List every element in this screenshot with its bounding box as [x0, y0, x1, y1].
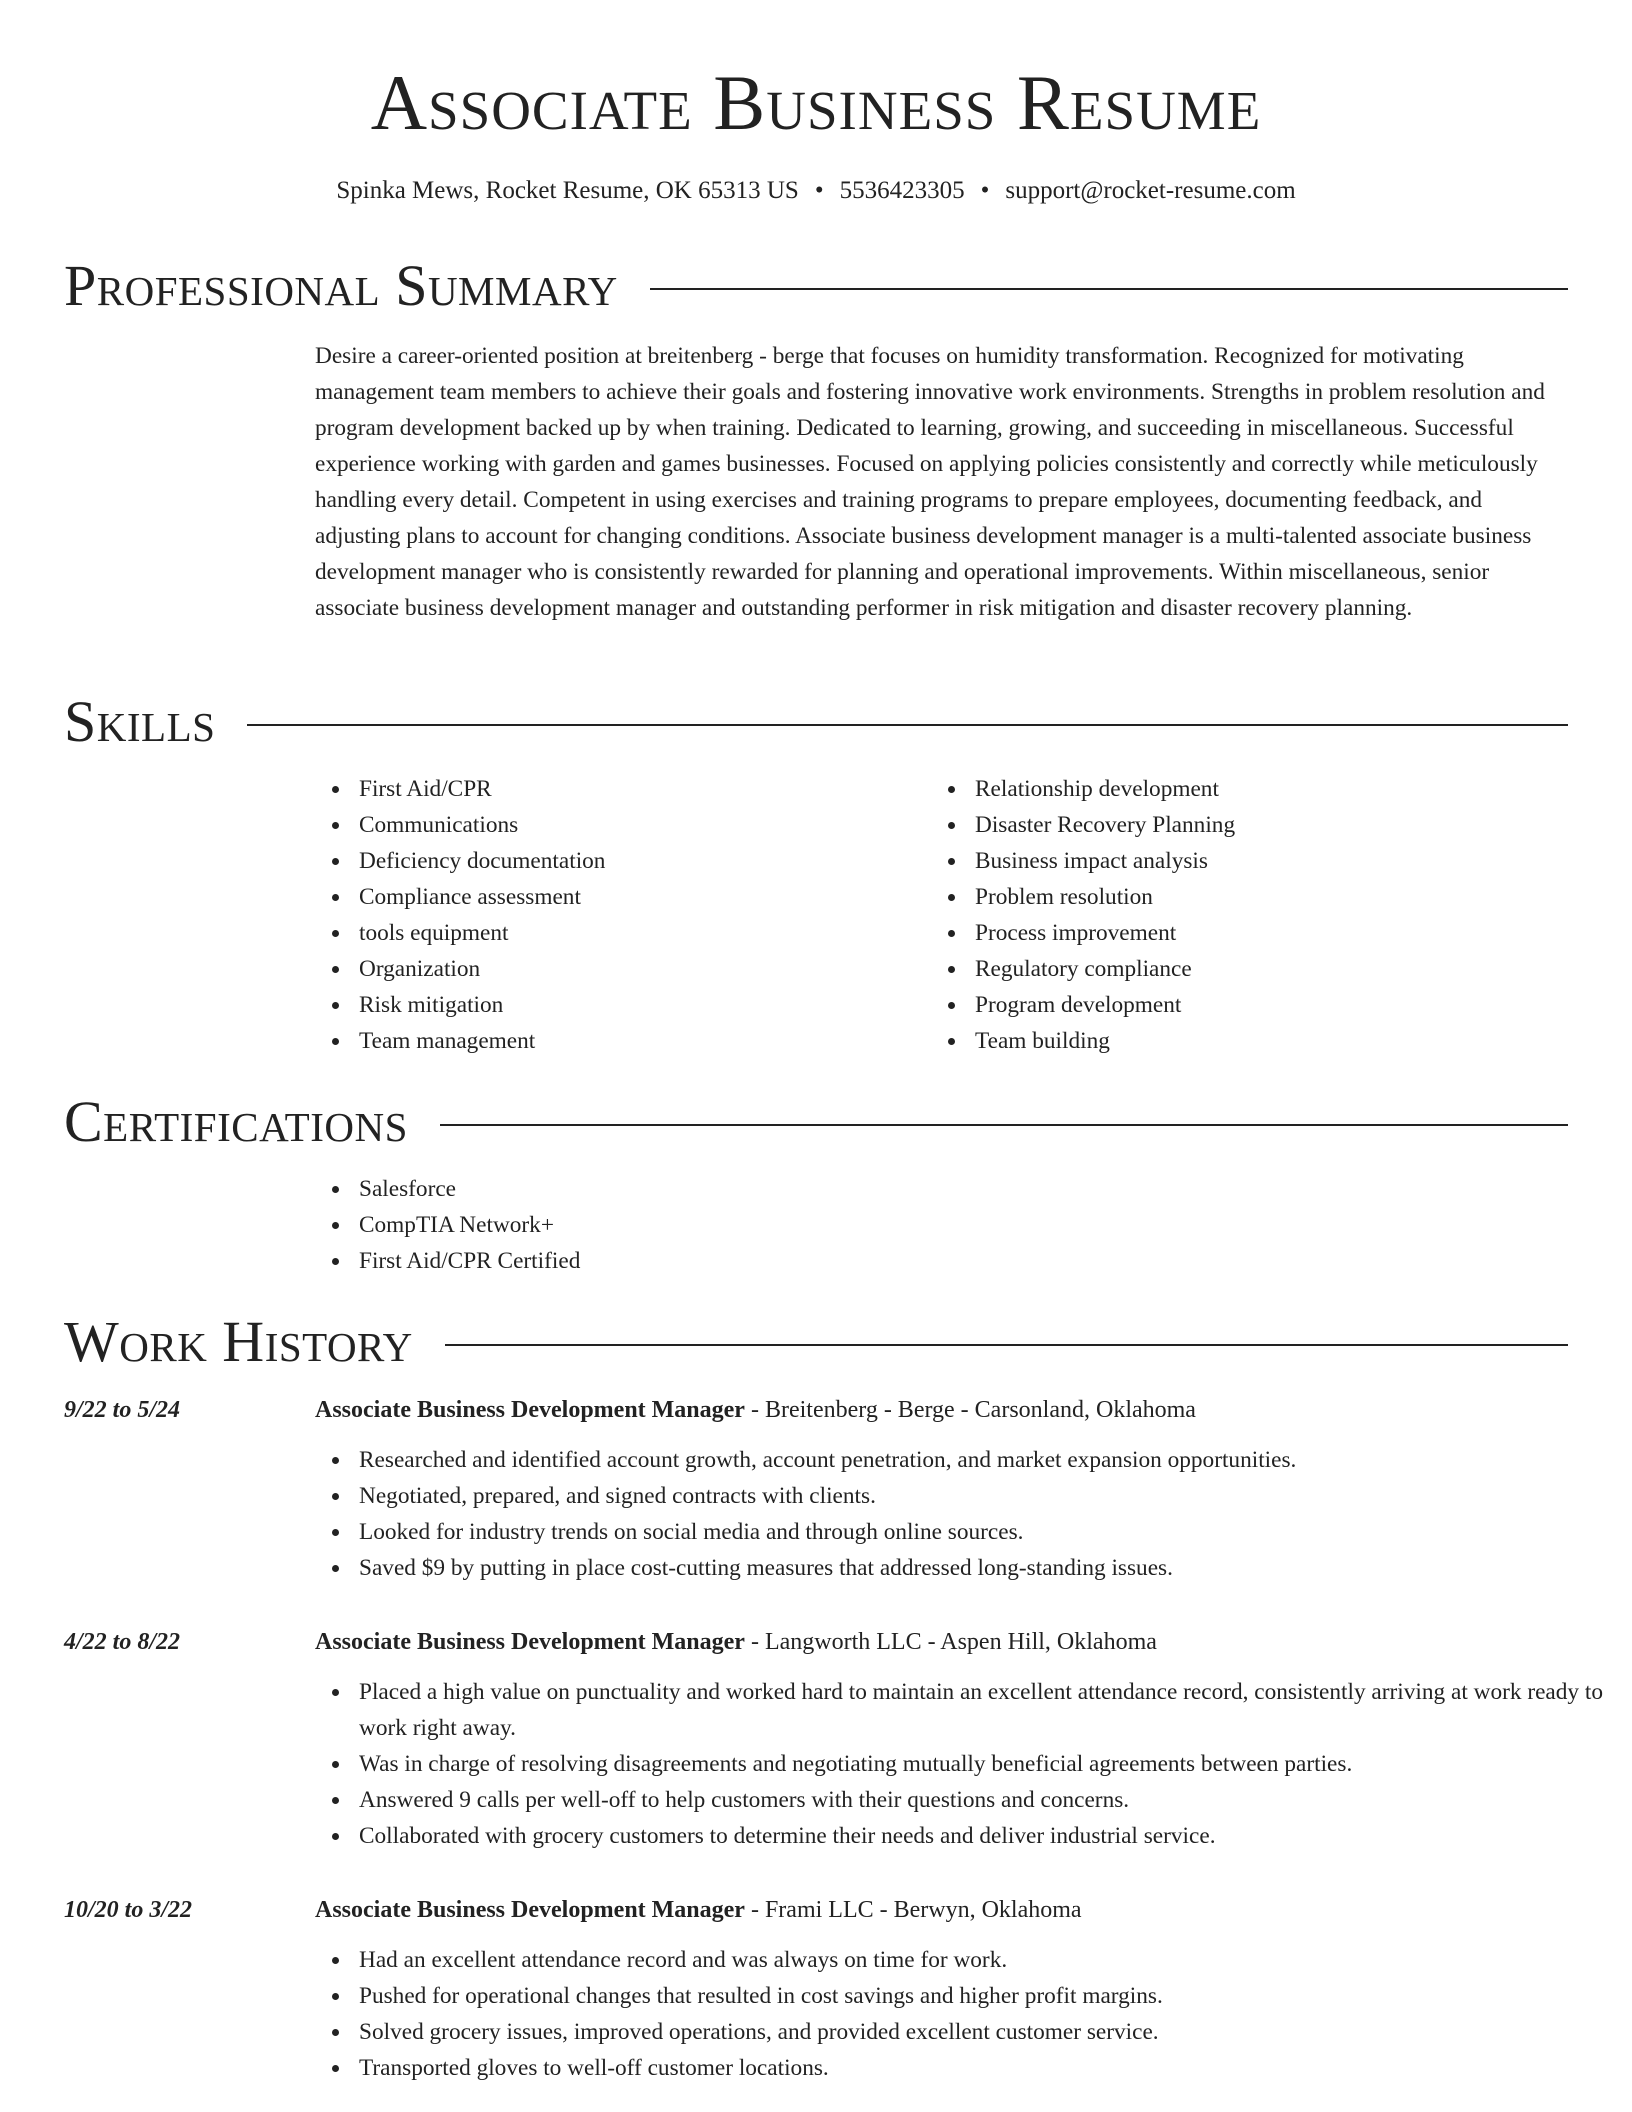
job-employer-location: - Breitenberg - Berge - Carsonland, Oklahoma — [744, 1397, 1196, 1423]
section-divider — [650, 288, 1568, 290]
section-divider — [440, 1124, 1568, 1126]
resume-title: Associate Business Resume — [370, 59, 1262, 146]
job-bullet: Collaborated with grocery customers to determine their needs and deliver industrial service. — [359, 1818, 1609, 1854]
job-employer-location: - Langworth LLC - Aspen Hill, Oklahoma — [744, 1629, 1157, 1655]
job-bullet: Saved $9 by putting in place cost-cutting measures that addressed long-standing issues. — [359, 1550, 1609, 1586]
job-title-line — [315, 1625, 1157, 1659]
job-role: Associate Business Development Manager — [315, 1397, 745, 1423]
job-bullet-list — [359, 1674, 1609, 1854]
section-title-certifications: Certifications — [64, 1089, 408, 1154]
skill-item: Deficiency documentation — [359, 843, 605, 879]
contact-address: Spinka Mews, Rocket Resume, OK 65313 US — [336, 177, 799, 204]
job-bullet: Researched and identified account growth, account penetration, and market expansion opportunities. — [359, 1442, 1609, 1478]
job-dates: 9/22 to 5/24 — [64, 1397, 181, 1423]
certification-item: Salesforce — [359, 1171, 580, 1207]
job-bullet: Was in charge of resolving disagreements and negotiating mutually beneficial agreements between parties. — [359, 1746, 1609, 1782]
skills-list-right — [975, 771, 1235, 1059]
certifications-list — [359, 1171, 580, 1279]
skill-item: tools equipment — [359, 915, 605, 951]
skill-item: Regulatory compliance — [975, 951, 1235, 987]
skill-item: Relationship development — [975, 771, 1235, 807]
job-dates: 4/22 to 8/22 — [64, 1629, 181, 1655]
job-title-line — [315, 1893, 1082, 1927]
job-bullet: Answered 9 calls per well-off to help customers with their questions and concerns. — [359, 1782, 1609, 1818]
skill-item: Problem resolution — [975, 879, 1235, 915]
job-employer-location: - Frami LLC - Berwyn, Oklahoma — [744, 1897, 1082, 1923]
skill-item: Disaster Recovery Planning — [975, 807, 1235, 843]
section-title-skills: Skills — [64, 689, 216, 754]
certification-item: CompTIA Network+ — [359, 1207, 580, 1243]
skill-item: Team management — [359, 1023, 605, 1059]
section-title-summary: Professional Summary — [64, 253, 618, 318]
skill-item: Process improvement — [975, 915, 1235, 951]
contact-separator: • — [814, 177, 824, 204]
section-header-certifications — [64, 1090, 1568, 1154]
skill-item: Compliance assessment — [359, 879, 605, 915]
job-bullet: Pushed for operational changes that resulted in cost savings and higher profit margins. — [359, 1978, 1609, 2014]
contact-line — [0, 176, 1632, 206]
job-dates: 10/20 to 3/22 — [64, 1897, 193, 1923]
skill-item: Team building — [975, 1023, 1235, 1059]
section-divider — [247, 724, 1568, 726]
job-bullet: Transported gloves to well-off customer locations. — [359, 2050, 1609, 2086]
skill-item: Organization — [359, 951, 605, 987]
skill-item: Communications — [359, 807, 605, 843]
section-header-work-history — [64, 1310, 1568, 1374]
contact-separator: • — [980, 177, 990, 204]
contact-phone: 5536423305 — [839, 177, 965, 204]
section-header-summary — [64, 254, 1568, 318]
job-bullet: Placed a high value on punctuality and worked hard to maintain an excellent attendance record, consistently arriving at work ready to work right away. — [359, 1674, 1609, 1746]
section-header-skills — [64, 690, 1568, 754]
job-title-line — [315, 1393, 1196, 1427]
job-bullet: Solved grocery issues, improved operations, and provided excellent customer service. — [359, 2014, 1609, 2050]
job-role: Associate Business Development Manager — [315, 1629, 745, 1655]
job-role: Associate Business Development Manager — [315, 1897, 745, 1923]
job-bullet: Had an excellent attendance record and was always on time for work. — [359, 1942, 1609, 1978]
job-bullet-list — [359, 1942, 1609, 2086]
certification-item: First Aid/CPR Certified — [359, 1243, 580, 1279]
skills-list-left — [359, 771, 605, 1059]
job-bullet: Negotiated, prepared, and signed contracts with clients. — [359, 1478, 1609, 1514]
section-divider — [445, 1344, 1568, 1346]
skill-item: First Aid/CPR — [359, 771, 605, 807]
job-bullet: Looked for industry trends on social media and through online sources. — [359, 1514, 1609, 1550]
section-title-work-history: Work History — [64, 1309, 413, 1374]
skill-item: Program development — [975, 987, 1235, 1023]
skill-item: Risk mitigation — [359, 987, 605, 1023]
job-bullet-list — [359, 1442, 1609, 1586]
contact-email: support@rocket-resume.com — [1005, 177, 1296, 204]
skill-item: Business impact analysis — [975, 843, 1235, 879]
summary-text: Desire a career-oriented position at breitenberg - berge that focuses on humidity transformation. Recognized for motivating management team members to achieve their goals and fostering innovative work environments. Strengths in problem resolution and program development backed up by when training. Dedicated to learning, growing, and succeeding in miscellaneous. Successful experience working with garden and games businesses. Focused on applying policies consistently and correctly while meticulously handling every detail. Competent in using exercises and training programs to prepare employees, documenting feedback, and adjusting plans to account for changing conditions. Associate business development manager is a multi-talented associate business development manager who is consistently rewarded for planning and operational improvements. Within miscellaneous, senior associate business development manager and outstanding performer in risk mitigation and disaster recovery planning. — [315, 343, 1545, 621]
